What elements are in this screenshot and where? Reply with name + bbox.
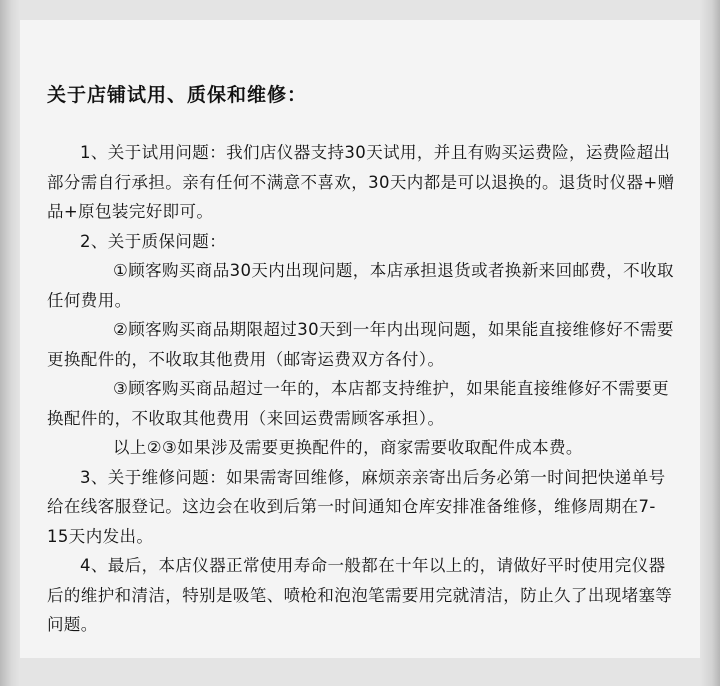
paragraph-warranty-heading: 2、关于质保问题： [80, 231, 227, 251]
paragraph-maintenance: 4、最后，本店仪器正常使用寿命一般都在十年以上的，请做好平时使用完仪器后的维护和清洁，特别是吸笔、喷枪和泡泡笔需要用完就清洁，防止久了出现堵塞等问题。 [47, 556, 673, 634]
paragraph-warranty-over-year: ③顾客购买商品超过一年的，本店都支持维护，如果能直接维修好不需要更换配件的，不收取其他费用（来回运费需顾客承担）。 [47, 379, 669, 428]
paragraph-trial: 1、关于试用问题：我们店仪器支持30天试用，并且有购买运费险，运费险超出部分需自行承担。亲有任何不满意不喜欢，30天内都是可以退换的。退货时仪器+赠品+原包装完好即可。 [47, 143, 675, 221]
paragraph-warranty-within-year: ②顾客购买商品期限超过30天到一年内出现问题，如果能直接维修好不需要更换配件的，不收取其他费用（邮寄运费双方各付）。 [47, 320, 674, 369]
paragraph-warranty-30-days: ①顾客购买商品30天内出现问题，本店承担退货或者换新来回邮费，不收取任何费用。 [47, 261, 674, 310]
document-card [20, 20, 700, 658]
document-paragraphs [47, 138, 677, 640]
document-title: 关于店铺试用、质保和维修： [47, 84, 308, 106]
paragraph-parts-cost: 以上②③如果涉及需要更换配件的，商家需要收取配件成本费。 [113, 438, 583, 457]
paragraph-repair: 3、关于维修问题：如果需寄回维修，麻烦亲亲寄出后务必第一时间把快递单号给在线客服登记。这边会在收到后第一时间通知仓库安排准备维修，维修周期在7-15天内发出。 [47, 467, 666, 546]
